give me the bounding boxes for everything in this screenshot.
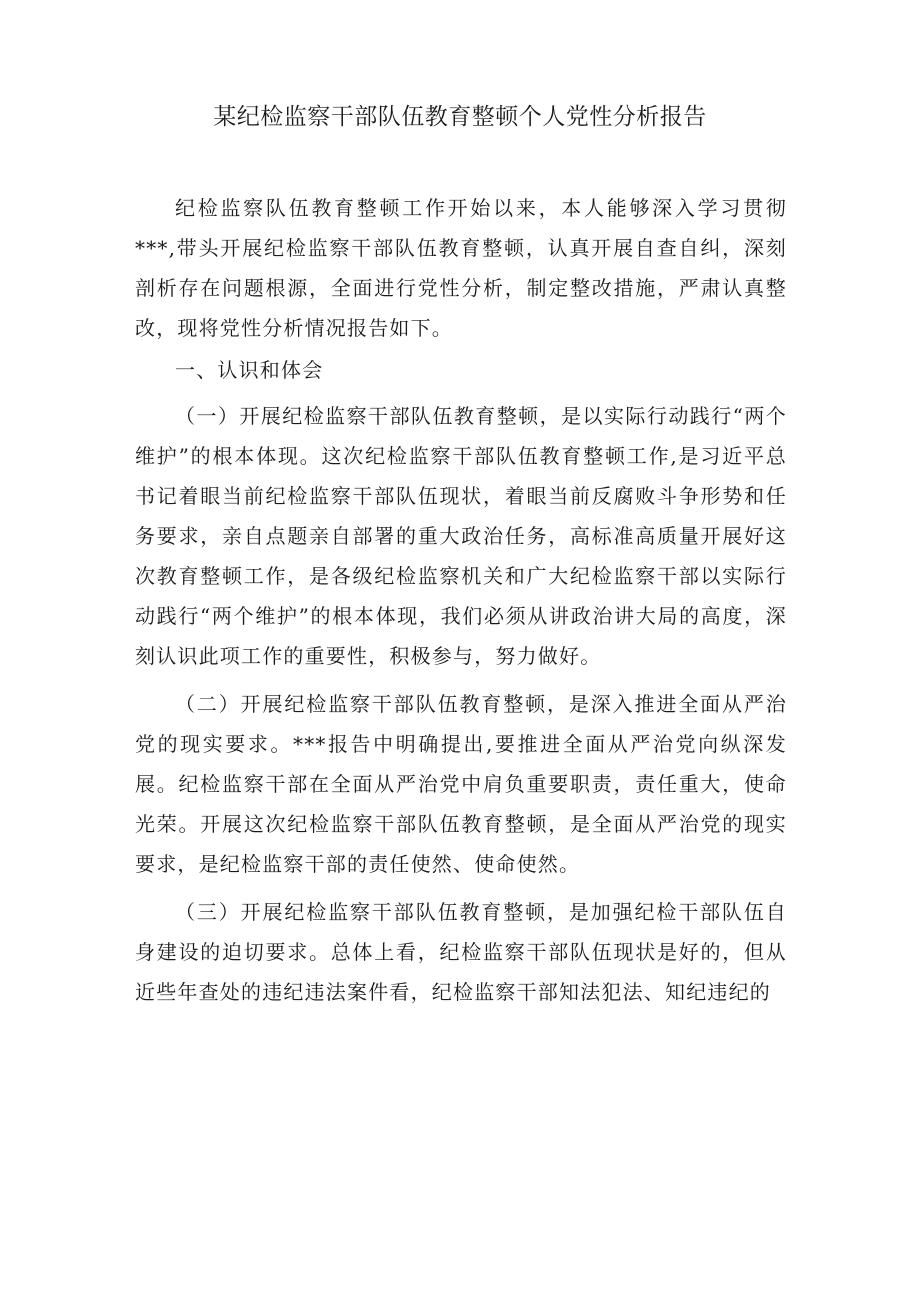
document-body — [135, 188, 787, 1020]
paragraph-2: （二）开展纪检监察干部队伍教育整顿，是深入推进全面从严治党的现实要求。***报告中明确提出,要推进全面从严治党向纵深发展。纪检监察干部在全面从严治党中肩负重要职责，责任重大，使命光荣。开展这次纪检监察干部队伍教育整顿，是全面从严治党的现实要求，是纪检监察干部的责任使然、使命使然。 — [135, 692, 787, 876]
paragraph-3: （三）开展纪检监察干部队伍教育整顿，是加强纪检干部队伍自身建设的迫切要求。总体上看，纪检监察干部队伍现状是好的，但从近些年查处的违纪违法案件看，纪检监察干部知法犯法、知纪违纪的 — [135, 900, 787, 1004]
section-heading-1: 一、认识和体会 — [175, 358, 324, 382]
document-title: 某纪检监察干部队伍教育整顿个人党性分析报告 — [213, 104, 707, 130]
paragraph-1: （一）开展纪检监察干部队伍教育整顿，是以实际行动践行“两个维护”的根本体现。这次纪检监察干部队伍教育整顿工作,是习近平总书记着眼当前纪检监察干部队伍现状，着眼当前反腐败斗争形势和任务要求，亲自点题亲自部署的重大政治任务，高标准高质量开展好这次教育整顿工作，是各级纪检监察机关和广大纪检监察干部以实际行动践行“两个维护”的根本体现，我们必须从讲政治讲大局的高度，深刻认识此项工作的重要性，积极参与，努力做好。 — [135, 404, 787, 668]
intro-paragraph: 纪检监察队伍教育整顿工作开始以来，本人能够深入学习贯彻***,带头开展纪检监察干部队伍教育整顿，认真开展自查自纠，深刻剖析存在问题根源，全面进行党性分析，制定整改措施，严肃认真整改，现将党性分析情况报告如下。 — [135, 196, 787, 340]
